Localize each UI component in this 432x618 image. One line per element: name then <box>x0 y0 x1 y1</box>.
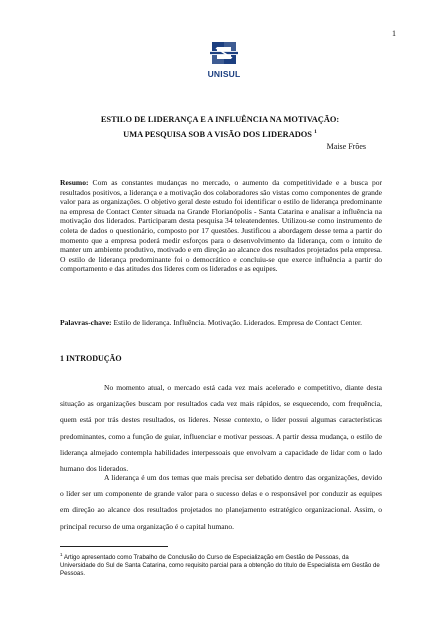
keywords-label: Palavras-chave: <box>60 318 112 327</box>
footnote-divider <box>60 546 168 547</box>
keywords-text: Estilo de liderança. Influência. Motivação. Liderados. Empresa de Contact Center. <box>113 318 362 327</box>
section-heading: 1 INTRODUÇÃO <box>60 354 122 363</box>
paper-title <box>60 113 380 141</box>
abstract-text: Com as constantes mudanças no mercado, o aumento da competitividade e a busca por resultados positivos, a liderança e a motivação dos colaboradores são vistas como componentes de grande valor para as organizações. O objetivo geral deste estudo foi identificar o estilo de liderança predominante na empresa de Contact Center situada na Grande Florianópolis - Santa Catarina e analisar a influência na motivação dos liderados. Participaram desta pesquisa 34 teleatendentes. Utilizou-se como instrumento de coleta de dados o questionário, composto por 17 questões. Justificou a abordagem desse tema a partir do momento que a empresa poderá medir esforços para o desenvolvimento da liderança, com o intuito de manter um ambiente produtivo, motivado e em direção ao alcance dos resultados projetados pela empresa. O estilo de liderança predominante foi o democrático e concluiu-se que exerce influência a partir do comportamento e das atitudes dos líderes com os liderados e as equipes. <box>60 178 383 274</box>
title-line-2: UMA PESQUISA SOB A VISÃO DOS LIDERADOS <box>123 129 312 139</box>
abstract <box>60 178 382 274</box>
unisul-logo-icon <box>206 38 242 68</box>
keywords <box>60 318 382 328</box>
logo-text: UNISUL <box>207 69 241 79</box>
title-footnote-mark: 1 <box>314 129 317 135</box>
body-paragraph: No momento atual, o mercado está cada vez mais acelerado e competitivo, diante desta situação as organizações buscam por resultados cada vez mais rápidos, se esquecendo, com frequência, quem está por trás destes resultados, os líderes. Nesse contexto, o líder possui algumas características predominantes, como a função de guiar, influenciar e motivar pessoas. A partir dessa mudança, o estilo de liderança almejado contempla habilidades interpessoais que envolvam a capacidade de lidar com o lado humano dos liderados. <box>60 383 382 474</box>
title-line-1: ESTILO DE LIDERANÇA E A INFLUÊNCIA NA MOTIVAÇÃO: <box>100 115 340 124</box>
page-number: 1 <box>392 29 396 38</box>
footnote-mark: 1 <box>60 552 63 557</box>
author-name: Maise Frões <box>326 142 366 151</box>
footnote <box>60 551 382 579</box>
university-logo <box>199 38 249 82</box>
footnote-text: Artigo apresentado como Trabalho de Conclusão do Curso de Especialização em Gestão de Pessoas, da Universidade do Sul de Santa Catarina, como requisito parcial para a obtenção do título de Especialista em Gestão de Pessoas. <box>60 554 380 578</box>
abstract-label: Resumo: <box>60 178 89 187</box>
body-paragraph: A liderança é um dos temas que mais precisa ser debatido dentro das organizações, devido o líder ser um componente de grande valor para o sucesso delas e o responsável por conduzir as equipes em direção ao alcance dos resultados projetados no planejamento estratégico organizacional. Assim, o principal recurso de uma organização é o capital humano. <box>60 473 382 531</box>
